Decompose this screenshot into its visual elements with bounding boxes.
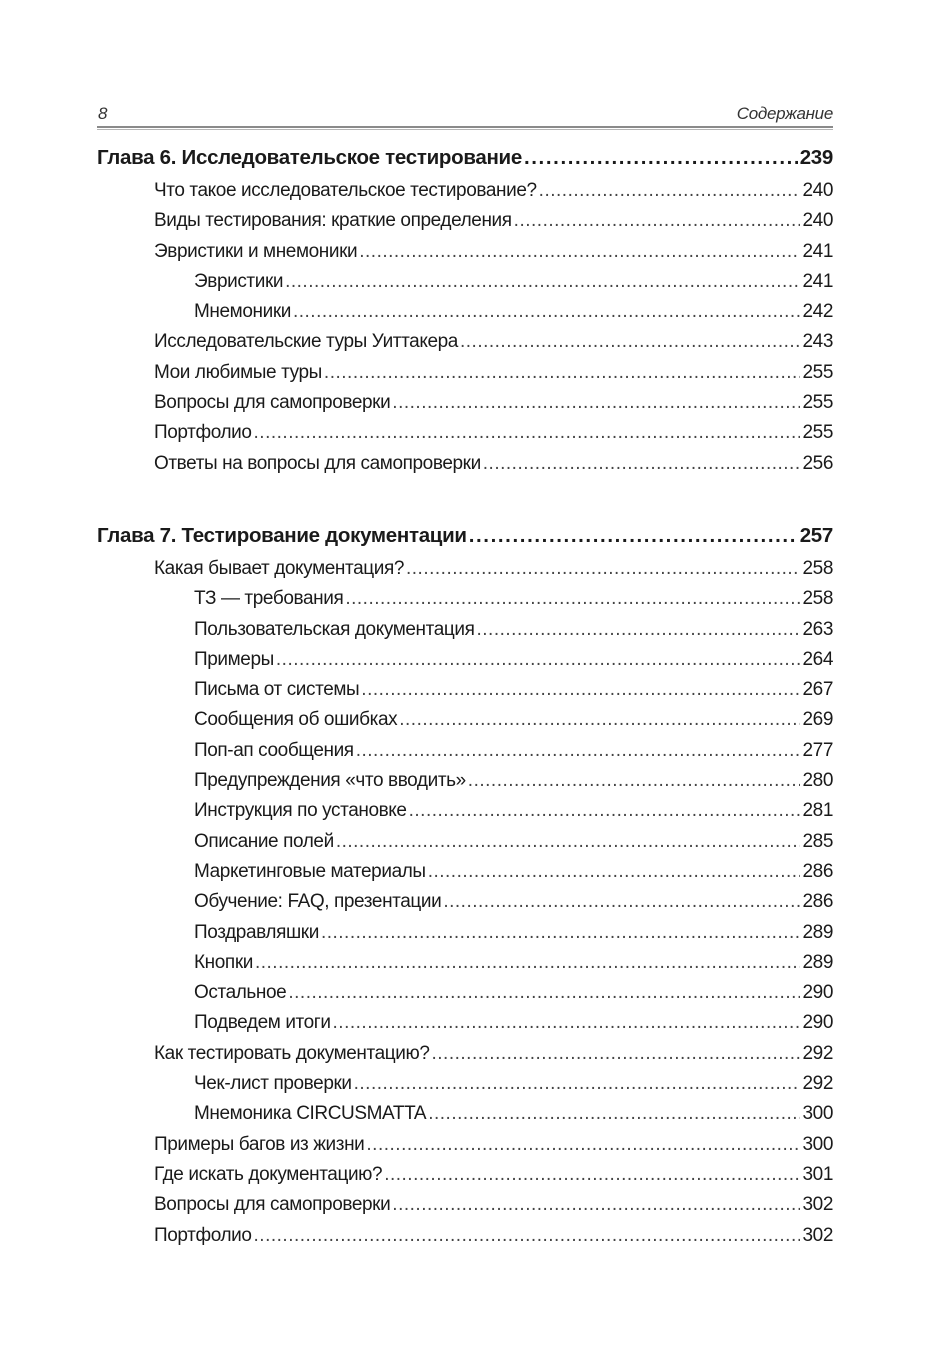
toc-entry: [97, 1073, 833, 1103]
toc-entry-title: Пользовательская документация: [194, 618, 475, 640]
toc-page-number: 292: [802, 1073, 833, 1095]
toc-entry-title: Где искать документацию?: [154, 1163, 383, 1185]
toc-chapter-heading: [97, 146, 833, 180]
toc-page-number: 258: [802, 588, 833, 610]
dot-leader: [539, 180, 801, 202]
toc-chapter-6: [97, 146, 833, 483]
dot-leader: [354, 1073, 801, 1095]
dot-leader: [399, 709, 800, 731]
header-rule: [97, 126, 833, 130]
toc-entry-title: Сообщения об ошибках: [194, 709, 398, 731]
toc-page-number: 255: [802, 361, 833, 383]
toc-entry: [97, 1225, 833, 1255]
dot-leader: [460, 331, 801, 353]
toc-entry: [97, 649, 833, 679]
dot-leader: [432, 1043, 801, 1065]
toc-page-number: 267: [802, 679, 833, 701]
toc-entry-title: Предупреждения «что вводить»: [194, 770, 466, 792]
toc-page-number: 280: [802, 770, 833, 792]
toc-entry: [97, 180, 833, 210]
toc-entry-title: Примеры багов из жизни: [154, 1133, 365, 1155]
toc-entry: [97, 271, 833, 301]
dot-leader: [276, 649, 801, 671]
toc-entry-title: Вопросы для самопроверки: [154, 392, 391, 414]
toc-entry-title: Поздравляшки: [194, 921, 319, 943]
dot-leader: [285, 271, 800, 293]
toc-entry-title: Портфолио: [154, 422, 252, 444]
toc-entry: [97, 422, 833, 452]
dot-leader: [324, 362, 801, 384]
toc-page-number: 263: [802, 618, 833, 640]
toc-entry-title: Поп-ап сообщения: [194, 739, 354, 761]
dot-leader: [293, 301, 801, 323]
toc-entry: [97, 861, 833, 891]
dot-leader: [428, 1103, 800, 1125]
toc-entry: [97, 558, 833, 588]
toc-page-number: 239: [799, 146, 833, 169]
dot-leader: [392, 392, 800, 414]
toc-entry-title: Инструкция по установке: [194, 800, 407, 822]
dot-leader: [336, 831, 801, 853]
toc-page-number: 243: [802, 331, 833, 353]
toc-entry-title: Ответы на вопросы для самопроверки: [154, 452, 481, 474]
toc-entry-title: Глава 7. Тестирование документации: [97, 524, 467, 547]
toc-entry-title: Описание полей: [194, 830, 334, 852]
dot-leader: [255, 952, 801, 974]
toc-entry: [97, 619, 833, 649]
toc-entry: [97, 922, 833, 952]
toc-entry: [97, 241, 833, 271]
toc-entry: [97, 1103, 833, 1133]
toc-entry-title: Обучение: FAQ, презентации: [194, 891, 442, 913]
toc-entry: [97, 1134, 833, 1164]
dot-leader: [254, 1225, 801, 1247]
toc-entry-title: Мои любимые туры: [154, 361, 322, 383]
dot-leader: [345, 588, 800, 610]
page-number: 8: [98, 104, 108, 123]
toc-entry: [97, 770, 833, 800]
dot-leader: [361, 679, 800, 701]
toc-page-number: 302: [802, 1194, 833, 1216]
toc-page-number: 257: [799, 524, 833, 547]
toc-entry: [97, 1012, 833, 1042]
dot-leader: [254, 422, 801, 444]
running-header: [97, 104, 833, 126]
toc-entry-title: Портфолио: [154, 1224, 252, 1246]
toc-chapter-heading: [97, 524, 833, 558]
toc-entry: [97, 331, 833, 361]
dot-leader: [409, 800, 801, 822]
toc-page-number: 255: [802, 422, 833, 444]
toc-entry-title: Подведем итоги: [194, 1012, 331, 1034]
toc-page-number: 285: [802, 830, 833, 852]
dot-leader: [406, 558, 800, 580]
toc-page-number: 301: [802, 1163, 833, 1185]
toc-entry-title: Эвристики и мнемоники: [154, 240, 358, 262]
toc-entry-title: Какая бывает документация?: [154, 558, 404, 579]
toc-entry-title: Чек-лист проверки: [194, 1073, 352, 1095]
dot-leader: [333, 1012, 801, 1034]
toc-entry-title: Кнопки: [194, 951, 253, 973]
toc-entry: [97, 982, 833, 1012]
toc-entry: [97, 392, 833, 422]
toc-page-number: 269: [802, 709, 833, 731]
dot-leader: [514, 210, 801, 232]
dot-leader: [443, 891, 800, 913]
dot-leader: [384, 1164, 800, 1186]
toc-entry-title: ТЗ — требования: [194, 588, 344, 610]
toc-entry-title: Как тестировать документацию?: [154, 1042, 430, 1064]
toc-entry-title: Письма от системы: [194, 679, 360, 701]
toc-page-number: 240: [802, 180, 833, 201]
toc-page-number: 242: [802, 301, 833, 323]
toc-page-number: 292: [802, 1042, 833, 1064]
toc-page-number: 286: [802, 891, 833, 913]
toc-entry: [97, 740, 833, 770]
toc-entry-title: Мнемоники: [194, 301, 291, 323]
dot-leader: [483, 453, 801, 475]
toc-entry: [97, 1043, 833, 1073]
toc-page-number: 289: [802, 921, 833, 943]
toc-page-number: 256: [802, 452, 833, 474]
dot-leader: [428, 861, 801, 883]
toc-entry: [97, 800, 833, 830]
toc-entry-title: Эвристики: [194, 270, 284, 292]
toc-entry-title: Вопросы для самопроверки: [154, 1194, 391, 1216]
dot-leader: [366, 1134, 800, 1156]
dot-leader: [288, 982, 800, 1004]
dot-leader: [359, 241, 800, 263]
toc-entry: [97, 831, 833, 861]
toc-entry: [97, 210, 833, 240]
toc-page-number: 258: [802, 558, 833, 579]
toc-entry-title: Остальное: [194, 982, 287, 1004]
toc-entry: [97, 1164, 833, 1194]
toc-page-number: 286: [802, 860, 833, 882]
toc-entry: [97, 301, 833, 331]
toc-entry: [97, 679, 833, 709]
dot-leader: [321, 922, 801, 944]
toc-page-number: 302: [802, 1224, 833, 1246]
toc-page-number: 290: [802, 1012, 833, 1034]
dot-leader: [468, 770, 801, 792]
toc-entry-title: Примеры: [194, 648, 274, 670]
dot-leader: [477, 619, 801, 641]
toc-page-number: 300: [802, 1133, 833, 1155]
toc-entry: [97, 588, 833, 618]
toc-page-number: 300: [802, 1103, 833, 1125]
toc-entry: [97, 952, 833, 982]
toc-entry: [97, 1194, 833, 1224]
toc-page-number: 289: [802, 951, 833, 973]
toc-page-number: 241: [802, 270, 833, 292]
toc-entry-title: Глава 6. Исследовательское тестирование: [97, 146, 522, 169]
toc-page-number: 290: [802, 982, 833, 1004]
dot-leader: [469, 524, 798, 548]
toc-chapter-7: [97, 524, 833, 1255]
toc-entry-title: Что такое исследовательское тестирование?: [154, 180, 537, 201]
toc-page-number: 255: [802, 392, 833, 414]
toc-page-number: 241: [802, 240, 833, 262]
toc-entry-title: Исследовательские туры Уиттакера: [154, 331, 458, 353]
section-title: Содержание: [736, 104, 833, 123]
toc-entry: [97, 453, 833, 483]
toc-entry-title: Мнемоника CIRCUSMATTA: [194, 1103, 427, 1125]
dot-leader: [392, 1194, 800, 1216]
toc-page-number: 281: [802, 800, 833, 822]
dot-leader: [356, 740, 801, 762]
toc-page-number: 277: [802, 739, 833, 761]
toc-entry-title: Виды тестирования: краткие определения: [154, 210, 512, 232]
dot-leader: [524, 146, 798, 170]
toc-page-number: 264: [802, 648, 833, 670]
toc-page-number: 240: [802, 210, 833, 232]
toc-entry: [97, 362, 833, 392]
toc-entry: [97, 891, 833, 921]
toc-entry-title: Маркетинговые материалы: [194, 860, 426, 882]
toc-entry: [97, 709, 833, 739]
